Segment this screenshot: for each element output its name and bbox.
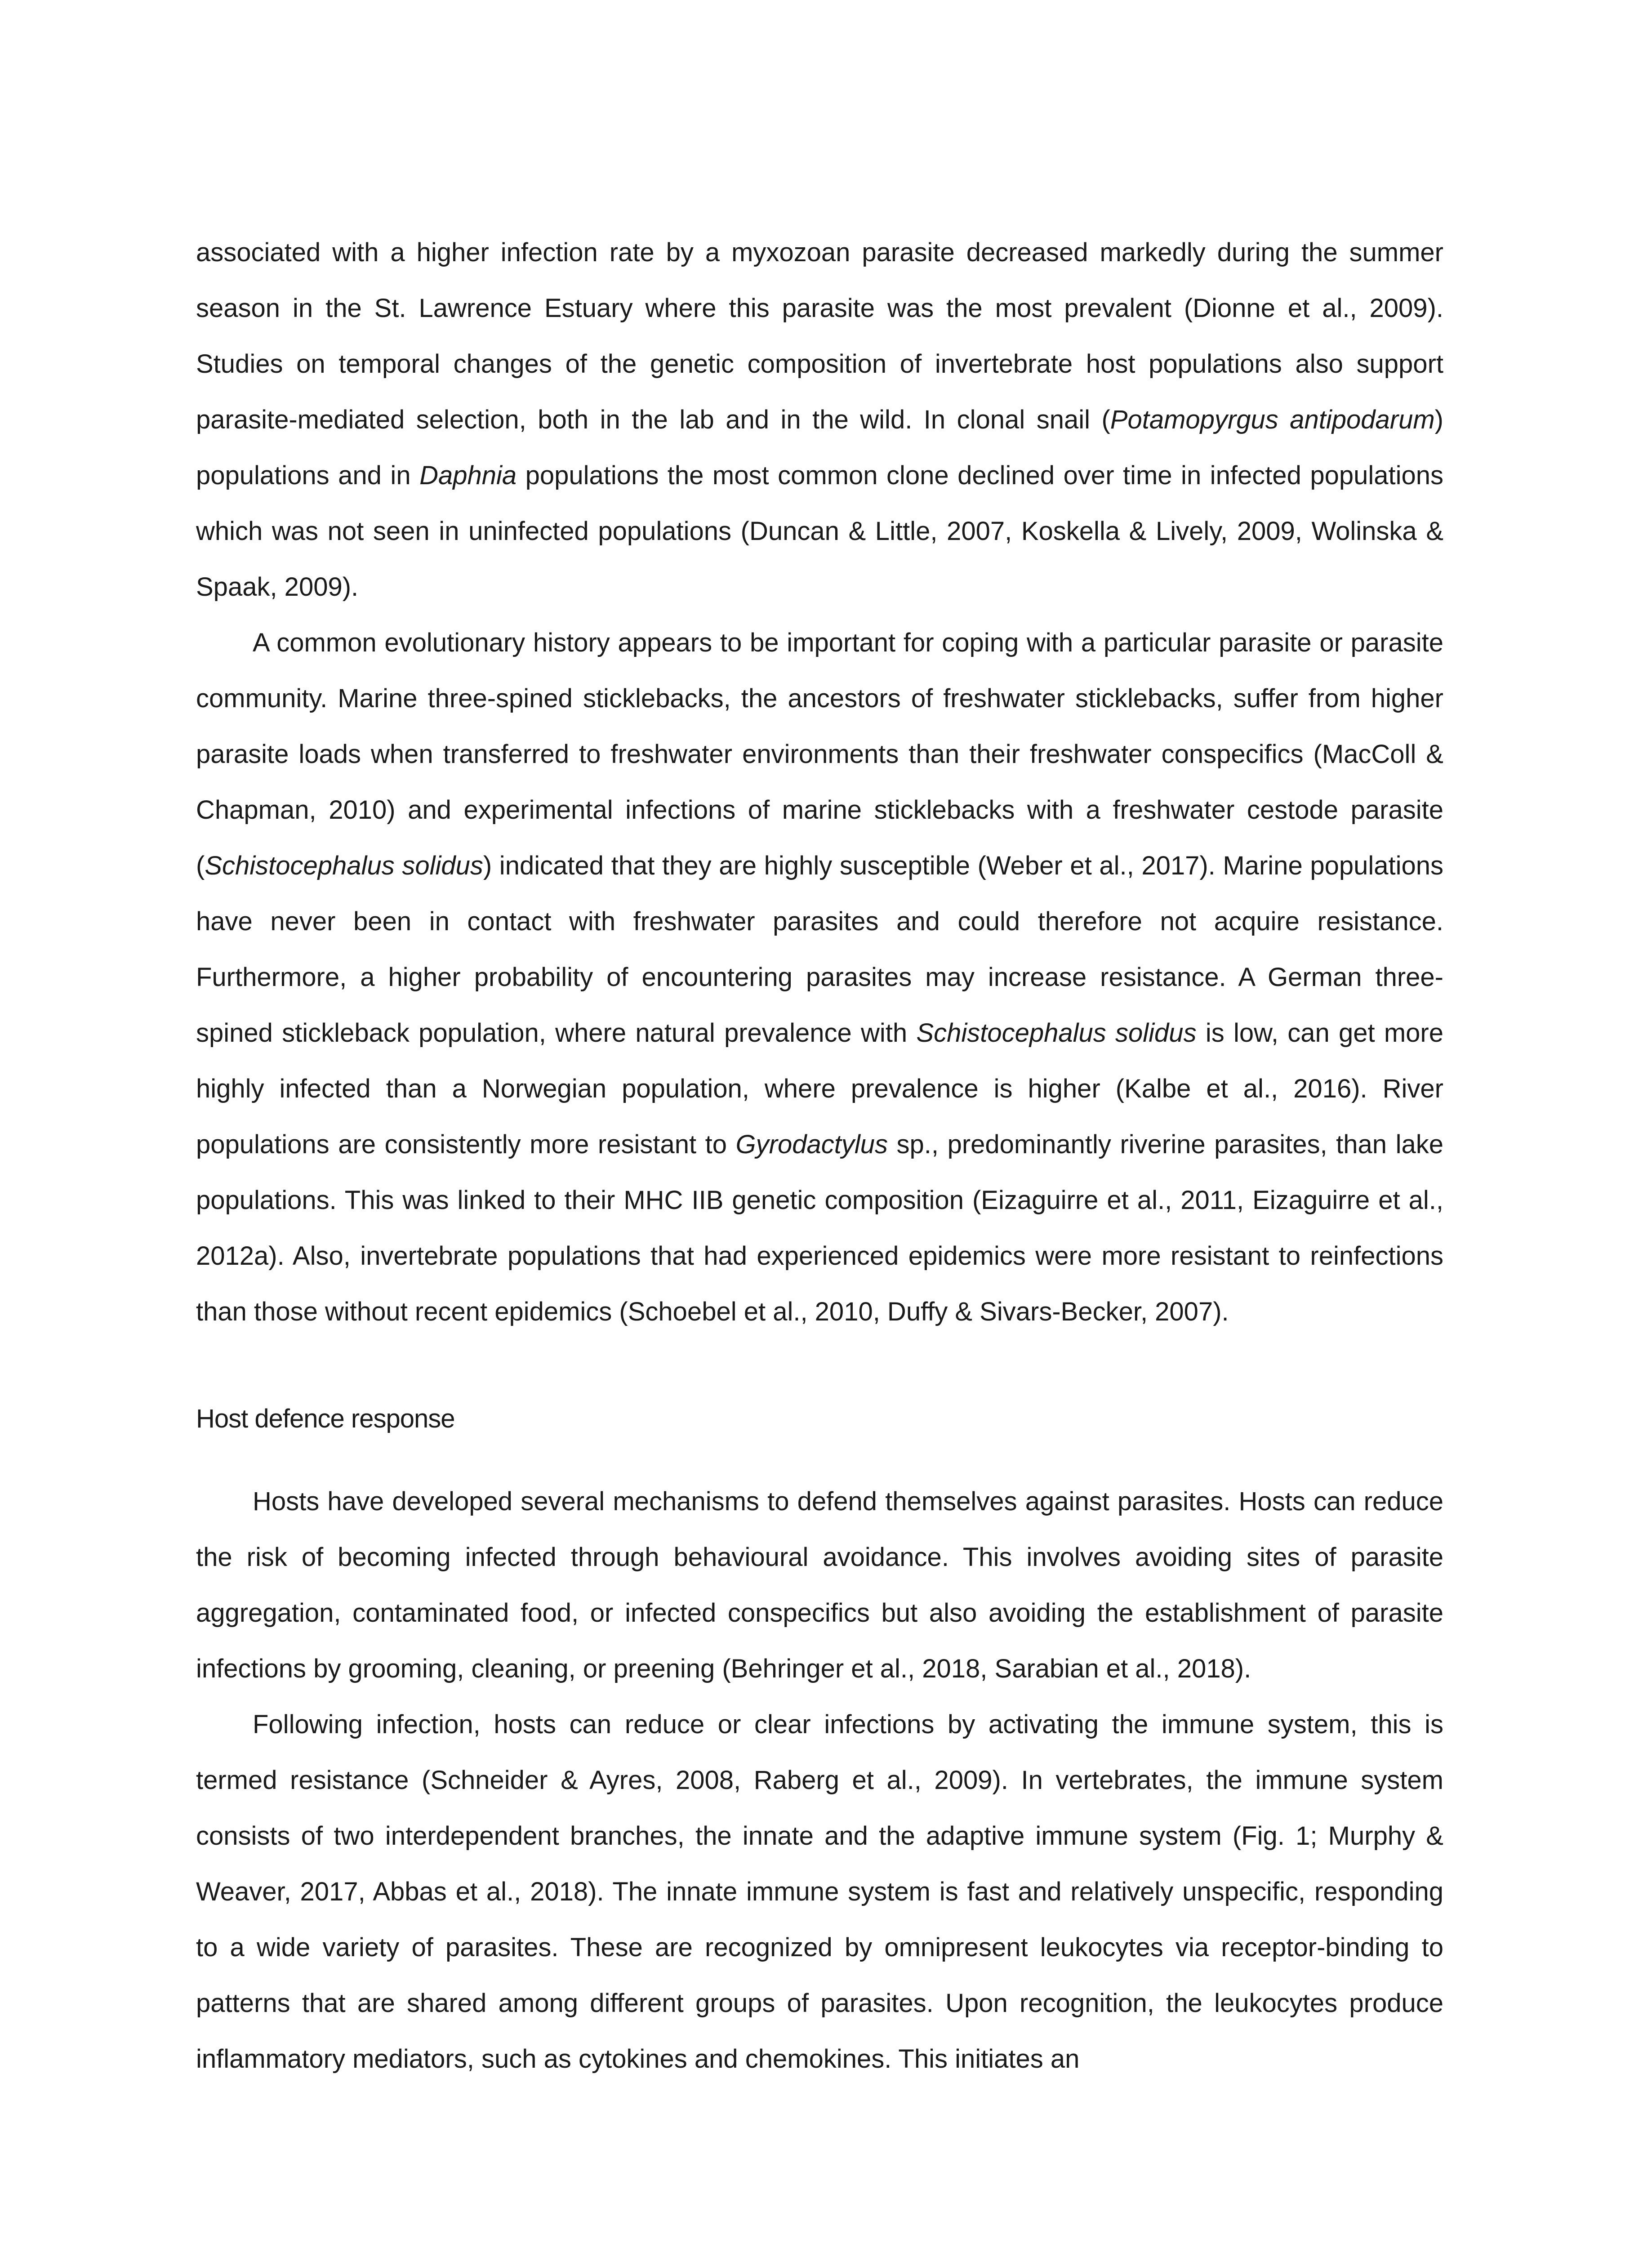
- italic-species-name: Potamopyrgus antipodarum: [1110, 405, 1435, 434]
- text-run: sp., predominantly riverine parasites, than lake populations. This was linked to their MHC IIB genetic composition (Eizaguirre et al., 2011, Eizaguirre et al., 2012a). Also, invertebrate populations that had experienced epidemics were more resistant to reinfections than those without recent epidemics (Schoebel et al., 2010, Duffy & Sivars-Becker, 2007).: [196, 1130, 1443, 1326]
- italic-species-name: Schistocephalus solidus: [916, 1018, 1197, 1048]
- text-run: ) populations and in: [196, 405, 1443, 490]
- paragraph-3: [196, 1474, 1443, 1697]
- italic-genus-name: Gyrodactylus: [735, 1130, 888, 1159]
- text-run: Following infection, hosts can reduce or clear infections by activating the immune system, this is termed resistance (Schneider & Ayres, 2008, Raberg et al., 2009). In vertebrates, the immune system consists of two interdependent branches, the innate and the adaptive immune system (Fig. 1; Murphy & Weaver, 2017, Abbas et al., 2018). The innate immune system is fast and relatively unspecific, responding to a wide variety of parasites. These are recognized by omnipresent leukocytes via receptor-binding to patterns that are shared among different groups of parasites. Upon recognition, the leukocytes produce inflammatory mediators, such as cytokines and chemokines. This initiates an: [196, 1710, 1443, 2074]
- text-run: associated with a higher infection rate by a myxozoan parasite decreased markedly during the summer season in the St. Lawrence Estuary where this parasite was the most prevalent (Dionne et al., 2009). Studies on temporal changes of the genetic composition of invertebrate host populations also support parasite-mediated selection, both in the lab and in the wild. In clonal snail (: [196, 238, 1443, 434]
- text-run: is low, can get more highly infected than a Norwegian population, where prevalence is higher (Kalbe et al., 2016). River populations are consistently more resistant to: [196, 1018, 1443, 1159]
- text-run: A common evolutionary history appears to be important for coping with a particular parasite or parasite community. Marine three-spined sticklebacks, the ancestors of freshwater sticklebacks, suffer from higher parasite loads when transferred to freshwater environments than their freshwater conspecifics (MacColl & Chapman, 2010) and experimental infections of marine sticklebacks with a freshwater cestode parasite (: [196, 628, 1443, 880]
- italic-species-name: Schistocephalus solidus: [205, 851, 483, 880]
- section-heading: Host defence response: [196, 1404, 455, 1433]
- page-body: [196, 225, 1443, 2087]
- text-run: Hosts have developed several mechanisms to defend themselves against parasites. Hosts can reduce the risk of becoming infected through behavioural avoidance. This involves avoiding sites of parasite aggregation, contaminated food, or infected conspecifics but also avoiding the establishment of parasite infections by grooming, cleaning, or preening (Behringer et al., 2018, Sarabian et al., 2018).: [196, 1487, 1443, 1683]
- text-run: ) indicated that they are highly susceptible (Weber et al., 2017). Marine populations have never been in contact with freshwater parasites and could therefore not acquire resistance. Furthermore, a higher probability of encountering parasites may increase resistance. A German three-spined stickleback population, where natural prevalence with: [196, 851, 1444, 1048]
- text-run: populations the most common clone declined over time in infected populations which was not seen in uninfected populations (Duncan & Little, 2007, Koskella & Lively, 2009, Wolinska & Spaak, 2009).: [196, 461, 1443, 602]
- paragraph-2: [196, 615, 1443, 1340]
- paragraph-4: [196, 1697, 1443, 2087]
- italic-genus-name: Daphnia: [419, 461, 517, 490]
- paragraph-1: [196, 225, 1443, 615]
